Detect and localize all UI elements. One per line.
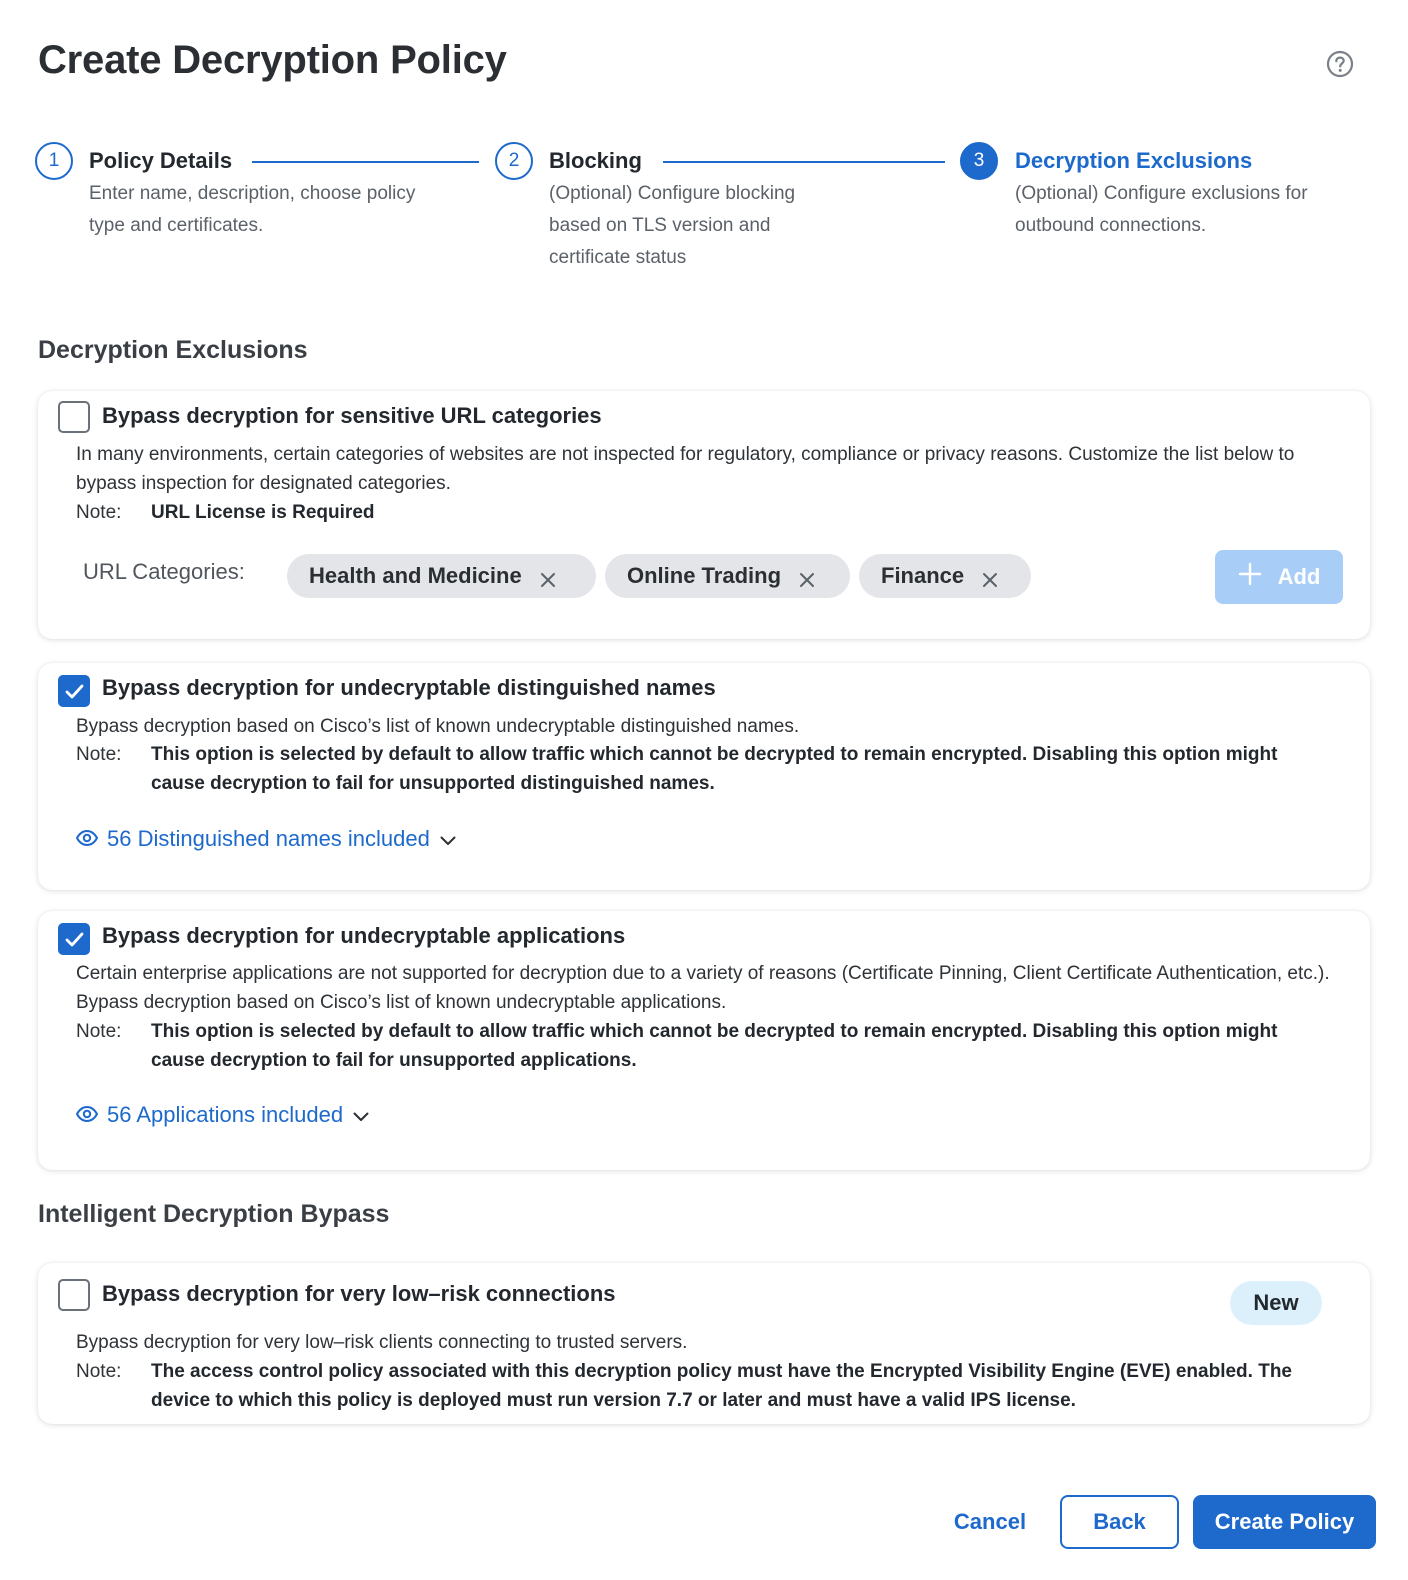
eye-icon xyxy=(76,826,98,852)
chevron-down-icon xyxy=(353,1102,369,1128)
note-label: Note: xyxy=(76,1361,122,1382)
step-connector xyxy=(252,161,479,163)
section-heading-exclusions: Decryption Exclusions xyxy=(38,336,308,364)
note-label: Note: xyxy=(76,502,122,523)
step-3-description: (Optional) Configure exclusions for outbound connections. xyxy=(1015,183,1308,236)
distinguished-names-card xyxy=(38,663,1370,890)
distinguished-names-checkbox[interactable] xyxy=(58,675,90,707)
remove-chip-icon[interactable] xyxy=(982,568,998,584)
step-2-title: Blocking xyxy=(549,148,642,173)
low-risk-note: The access control policy associated with this decryption policy must have the Encrypted Visibility Engine (EVE) enabled. The device to which this policy is deployed must run version 7.7 or later and must have a valid IPS license. xyxy=(151,1361,1292,1411)
applications-checkbox[interactable] xyxy=(58,923,90,955)
plus-icon xyxy=(1238,562,1262,592)
low-risk-checkbox[interactable] xyxy=(58,1279,90,1311)
applications-link[interactable] xyxy=(76,1102,369,1128)
url-categories-card xyxy=(38,391,1370,639)
step-3-title: Decryption Exclusions xyxy=(1015,148,1253,173)
step-2-description: (Optional) Configure blocking based on TLS version and certificate status xyxy=(549,183,796,268)
distinguished-names-title: Bypass decryption for undecryptable distinguished names xyxy=(102,675,716,700)
section-heading-intelligent: Intelligent Decryption Bypass xyxy=(38,1200,390,1228)
url-license-note: URL License is Required xyxy=(151,502,375,523)
url-categories-label: URL Categories: xyxy=(83,559,245,584)
step-1-indicator: 1 xyxy=(35,142,73,180)
step-1-description: Enter name, description, choose policy type and certificates. xyxy=(89,183,416,236)
add-category-button[interactable] xyxy=(1215,550,1343,604)
chevron-down-icon xyxy=(440,826,456,852)
distinguished-names-note: This option is selected by default to allow traffic which cannot be decrypted to remain encrypted. Disabling this option might cause decryption to fail for unsupported distinguished names. xyxy=(151,744,1278,794)
applications-link-label: 56 Applications included xyxy=(107,1102,344,1127)
distinguished-names-link[interactable] xyxy=(76,826,456,852)
chip-label: Finance xyxy=(881,563,965,588)
applications-note: This option is selected by default to allow traffic which cannot be decrypted to remain encrypted. Disabling this option might cause decryption to fail for unsupported applications. xyxy=(151,1021,1278,1071)
distinguished-names-link-label: 56 Distinguished names included xyxy=(107,826,430,851)
applications-description: Certain enterprise applications are not supported for decryption due to a variety of reasons (Certificate Pinning, Client Certificate Authentication, etc.). Bypass decryption based on Cisco’s list of known undecryptable applications. xyxy=(76,963,1330,1013)
distinguished-names-description: Bypass decryption based on Cisco’s list of known undecryptable distinguished names. xyxy=(76,716,800,737)
new-badge: New xyxy=(1230,1281,1322,1325)
chip-label: Health and Medicine xyxy=(309,563,522,588)
note-label: Note: xyxy=(76,744,122,765)
url-categories-title: Bypass decryption for sensitive URL categories xyxy=(102,403,602,428)
step-connector xyxy=(663,161,945,163)
remove-chip-icon[interactable] xyxy=(799,568,815,584)
applications-title: Bypass decryption for undecryptable applications xyxy=(102,923,626,948)
low-risk-description: Bypass decryption for very low–risk clients connecting to trusted servers. xyxy=(76,1332,688,1353)
check-icon xyxy=(65,931,84,948)
cancel-button[interactable]: Cancel xyxy=(953,1509,1027,1534)
category-chip xyxy=(859,554,1031,598)
step-1-title: Policy Details xyxy=(89,148,233,173)
chip-label: Online Trading xyxy=(627,563,782,588)
add-label: Add xyxy=(1277,564,1321,589)
eye-icon xyxy=(76,1102,98,1128)
back-button[interactable]: Back xyxy=(1060,1495,1179,1549)
applications-card xyxy=(38,911,1370,1170)
remove-chip-icon[interactable] xyxy=(540,568,556,584)
category-chip xyxy=(605,554,850,598)
url-categories-checkbox[interactable] xyxy=(58,401,90,433)
low-risk-card xyxy=(38,1263,1370,1424)
note-label: Note: xyxy=(76,1021,122,1042)
help-circle-icon[interactable] xyxy=(1326,50,1354,78)
check-icon xyxy=(65,683,84,700)
step-2-indicator: 2 xyxy=(495,142,533,180)
step-3-indicator: 3 xyxy=(960,142,998,180)
dialog-title: Create Decryption Policy xyxy=(38,38,507,82)
low-risk-title: Bypass decryption for very low–risk connections xyxy=(102,1281,616,1306)
url-categories-description: In many environments, certain categories of websites are not inspected for regulatory, compliance or privacy reasons. Customize the list below to bypass inspection for designated categories. xyxy=(76,444,1295,494)
category-chip xyxy=(287,554,596,598)
create-policy-button[interactable]: Create Policy xyxy=(1193,1495,1376,1549)
